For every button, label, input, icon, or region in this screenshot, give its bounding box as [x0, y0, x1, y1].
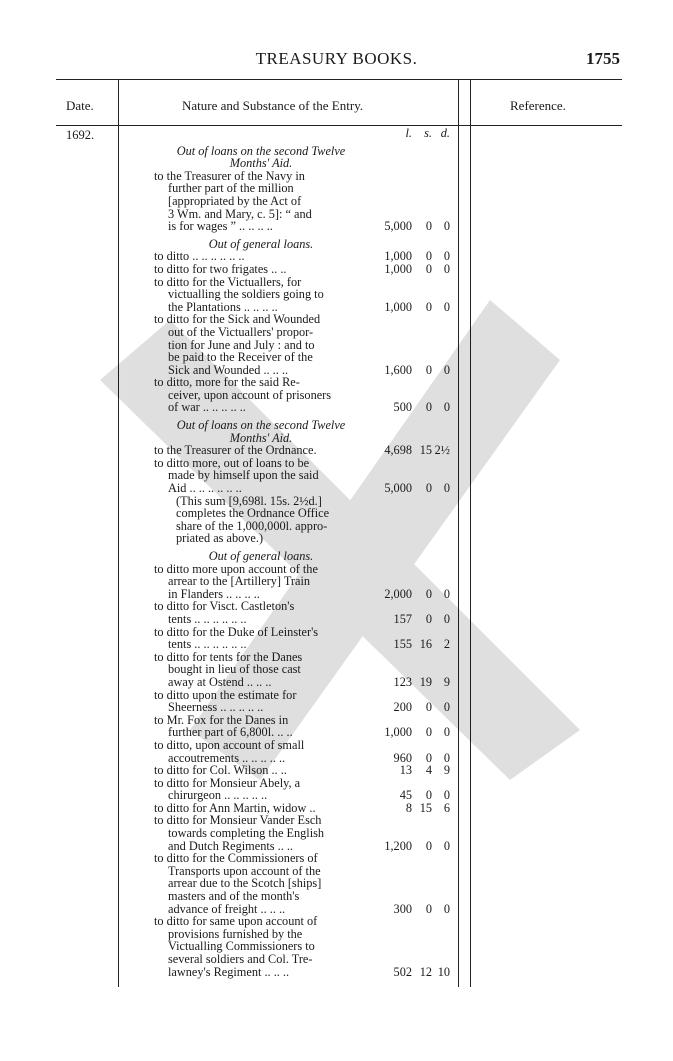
ledger-entry [150, 777, 450, 802]
amount-pounds: 45 [399, 788, 412, 803]
ledger-entry [150, 170, 450, 233]
amount-shillings: 0 [425, 481, 432, 496]
amount-pounds: 2,000 [384, 586, 412, 601]
header-bottom-rule [56, 125, 622, 126]
amount-pounds: 1,000 [384, 261, 412, 276]
amount-pence: 0 [443, 838, 450, 853]
amount-pounds: 4,698 [384, 443, 412, 458]
entry-amount [352, 764, 450, 777]
date-column-divider [118, 80, 119, 987]
amount-pence: 0 [443, 586, 450, 601]
amount-shillings: 0 [425, 586, 432, 601]
ledger-entry [150, 651, 450, 689]
entry-amount [352, 726, 450, 739]
entry-amount [352, 966, 450, 979]
amount-shillings: 0 [425, 261, 432, 276]
amount-shillings: 0 [425, 838, 432, 853]
amount-shillings: 4 [425, 763, 432, 778]
reference-column-inner-divider [470, 80, 471, 987]
entry-amount [352, 401, 450, 414]
entry-text-line: Victualling Commissioners to [168, 939, 315, 954]
entry-text-line: accoutrements .. .. .. .. .. [168, 750, 286, 765]
amount-pence: 0 [443, 400, 450, 415]
amount-pounds: 1,600 [384, 362, 412, 377]
entry-text-line: Out of general loans. [208, 549, 314, 563]
amount-pounds: 123 [393, 674, 412, 689]
amount-shillings: 15 [419, 443, 432, 458]
entry-text-line: bought in lieu of those cast [168, 662, 301, 677]
entry-text-line: tion for June and July : and to [168, 337, 315, 352]
entry-amount [352, 676, 450, 689]
ledger-entry [150, 626, 450, 651]
ledger-entry [150, 714, 450, 739]
entry-text-line: share of the 1,000,000l. appro- [176, 518, 328, 533]
amount-pence: 0 [443, 219, 450, 234]
entry-text-line: to ditto more upon account of the [154, 561, 318, 576]
ledger-entry [150, 600, 450, 625]
amount-shillings: 12 [419, 964, 432, 979]
entry-amount [352, 613, 450, 626]
entry-text-line: out of the Victuallers' propor- [168, 324, 314, 339]
entry-text-line: chirurgeon .. .. .. .. .. [168, 788, 268, 803]
amount-pounds: 157 [393, 611, 412, 626]
entry-amount [352, 301, 450, 314]
entry-text-line: to ditto for the Victuallers, for [154, 274, 302, 289]
amount-pounds: 5,000 [384, 481, 412, 496]
amount-shillings: 0 [425, 400, 432, 415]
amount-shillings: 0 [425, 725, 432, 740]
entry-text-line: in Flanders .. .. .. .. [168, 586, 260, 601]
entry-text-line: to ditto for tents for the Danes [154, 649, 303, 664]
entry-text-line: further part of the million [168, 181, 294, 196]
amount-pence: 9 [443, 674, 450, 689]
entry-text-line: Sheerness .. .. .. .. .. [168, 700, 264, 715]
entry-amount [352, 701, 450, 714]
amount-pence: 0 [443, 261, 450, 276]
entry-text-line: to ditto for two frigates .. .. [154, 261, 287, 276]
amount-pence: 9 [443, 763, 450, 778]
ledger-entry [150, 764, 450, 777]
amount-pounds: 502 [393, 964, 412, 979]
pounds-label: l. [405, 126, 412, 140]
amount-pence: 2½ [434, 443, 450, 458]
amount-pence: 0 [443, 901, 450, 916]
entry-text-line: to ditto for Col. Wilson .. .. [154, 763, 287, 778]
entry-amount [352, 220, 450, 233]
amount-pence: 10 [437, 964, 450, 979]
entry-text-line: to ditto .. .. .. .. .. .. [154, 249, 245, 264]
amount-shillings: 0 [425, 700, 432, 715]
entry-text-line: Out of loans on the second Twelve [176, 418, 346, 433]
entry-text-line: lawney's Regiment .. .. .. [168, 964, 290, 979]
ledger-entry [150, 444, 450, 457]
ledger-entry [150, 563, 450, 601]
entry-text-line: tents .. .. .. .. .. .. [168, 637, 247, 652]
entry-text-line: victualling the soldiers going to [168, 287, 324, 302]
ledger-entry [150, 915, 450, 978]
amount-shillings: 0 [425, 901, 432, 916]
entry-amount [352, 263, 450, 276]
amount-shillings: 15 [419, 800, 432, 815]
ledger-entry [150, 814, 450, 852]
amount-pounds: 5,000 [384, 219, 412, 234]
entry-amount [352, 789, 450, 802]
amount-pence: 0 [443, 362, 450, 377]
entry-amount [352, 840, 450, 853]
pence-label: d. [440, 126, 450, 140]
page-number: 1755 [586, 49, 620, 68]
entry-text-line: towards completing the English [168, 826, 325, 841]
entry-text-line: to ditto for the Sick and Wounded [154, 312, 321, 327]
entry-text-line: arrear due to the Scotch [ships] [168, 876, 322, 891]
entry-text-line: away at Ostend .. .. .. [168, 674, 272, 689]
amount-pence: 0 [443, 750, 450, 765]
ledger-entry [150, 739, 450, 764]
amount-pounds: 300 [393, 901, 412, 916]
amount-pence: 0 [443, 249, 450, 264]
entry-text-line: to ditto, more for the said Re- [154, 375, 300, 390]
section-heading [150, 145, 450, 170]
entry-text-line: completes the Ordnance Office [176, 506, 330, 521]
amount-pence: 0 [443, 725, 450, 740]
entry-text-line: to ditto for the Commissioners of [154, 851, 318, 866]
amount-pounds: 500 [393, 400, 412, 415]
entry-amount [352, 802, 450, 815]
entry-text-line: 3 Wm. and Mary, c. 5]: “ and [168, 206, 312, 221]
amount-pounds: 155 [393, 637, 412, 652]
entry-amount [352, 364, 450, 377]
entry-amount [352, 482, 450, 495]
amount-pence: 6 [443, 800, 450, 815]
entry-text-line: Transports upon account of the [168, 863, 321, 878]
ledger-entry [150, 852, 450, 915]
amount-pounds: 1,000 [384, 725, 412, 740]
amount-pounds: 960 [393, 750, 412, 765]
entry-text-line: to the Treasurer of the Ordnance. [154, 443, 317, 458]
amount-pounds: 13 [399, 763, 412, 778]
column-header-nature: Nature and Substance of the Entry. [182, 98, 364, 113]
entry-amount [352, 638, 450, 651]
amount-shillings: 0 [425, 362, 432, 377]
entry-text-line: to ditto, upon account of small [154, 737, 305, 752]
amount-pence: 2 [443, 637, 450, 652]
ledger-entry [150, 313, 450, 376]
column-header-date: Date. [66, 98, 94, 113]
amount-pounds: 8 [405, 800, 412, 815]
section-heading [150, 550, 450, 563]
amount-shillings: 0 [425, 219, 432, 234]
entry-text-line: to ditto for same upon account of [154, 914, 318, 929]
entry-text-line: ceiver, upon account of prisoners [168, 387, 332, 402]
entry-text-line: Months' Aid. [229, 430, 293, 445]
entry-list [150, 140, 450, 979]
entry-text-line: further part of 6,800l. .. .. [168, 725, 293, 740]
header-top-rule [56, 79, 622, 80]
entry-text-line: masters and of the month's [168, 889, 300, 904]
amount-pounds: 200 [393, 700, 412, 715]
entry-amount [352, 444, 450, 457]
amount-shillings: 0 [425, 299, 432, 314]
entry-text-line: to the Treasurer of the Navy in [154, 168, 305, 183]
entry-text-line: tents .. .. .. .. .. .. [168, 611, 247, 626]
entry-text-line: to ditto for the Duke of Leinster's [154, 624, 319, 639]
entry-text-line: to ditto for Monsieur Vander Esch [154, 813, 322, 828]
entry-text-line: Months' Aid. [229, 156, 293, 171]
entry-text-line: to ditto for Monsieur Abely, a [154, 775, 301, 790]
entry-text-line: and Dutch Regiments .. .. [168, 838, 293, 853]
reference-column-divider [458, 80, 459, 987]
amount-pence: 0 [443, 788, 450, 803]
shillings-label: s. [424, 126, 432, 140]
amount-pounds: 1,000 [384, 299, 412, 314]
entry-text-line: [appropriated by the Act of [168, 193, 302, 208]
amount-shillings: 16 [419, 637, 432, 652]
amount-pence: 0 [443, 700, 450, 715]
entry-text-line: provisions furnished by the [168, 926, 303, 941]
entry-text-line: the Plantations .. .. .. .. [168, 299, 278, 314]
amount-pounds: 1,000 [384, 249, 412, 264]
entry-text-line: to ditto upon the estimate for [154, 687, 297, 702]
ledger-entry [150, 689, 450, 714]
entry-year: 1692. [66, 128, 95, 142]
currency-header [150, 127, 450, 140]
amount-shillings: 0 [425, 611, 432, 626]
entry-text-line: of war .. .. .. .. .. [168, 400, 246, 415]
amount-pounds: 1,200 [384, 838, 412, 853]
entry-text-line: made by himself upon the said [168, 468, 319, 483]
amount-pence: 0 [443, 481, 450, 496]
entry-amount [352, 903, 450, 916]
entry-text-line: Aid .. .. .. .. .. .. [168, 481, 242, 496]
entry-text-line: several soldiers and Col. Tre- [168, 952, 313, 966]
column-header-reference: Reference. [510, 98, 566, 113]
entry-note [150, 495, 450, 545]
ledger-entry [150, 276, 450, 314]
entry-text-line: to ditto more, out of loans to be [154, 455, 310, 470]
entry-amount [352, 588, 450, 601]
entry-text-line: be paid to the Receiver of the [168, 350, 313, 365]
amount-pence: 0 [443, 611, 450, 626]
amount-shillings: 0 [425, 249, 432, 264]
amount-pence: 0 [443, 299, 450, 314]
entry-text-line: advance of freight .. .. .. [168, 901, 286, 916]
ledger-entry [150, 376, 450, 414]
entry-text-line: is for wages ” .. .. .. .. [168, 219, 273, 234]
entries-body [150, 127, 450, 978]
entry-text-line: to ditto for Ann Martin, widow .. [154, 800, 316, 815]
amount-shillings: 0 [425, 750, 432, 765]
entry-text-line: Out of general loans. [208, 236, 314, 251]
entry-text-line: Out of loans on the second Twelve [176, 143, 346, 158]
entry-text-line: Sick and Wounded .. .. .. [168, 362, 289, 377]
entry-text-line: priated as above.) [176, 531, 264, 546]
amount-shillings: 0 [425, 788, 432, 803]
section-heading [150, 419, 450, 444]
entry-text-line: to ditto for Visct. Castleton's [154, 599, 295, 614]
entry-text-line: arrear to the [Artillery] Train [168, 574, 311, 589]
entry-text-line: to Mr. Fox for the Danes in [154, 712, 289, 727]
ledger-entry [150, 457, 450, 495]
ledger-entry [150, 263, 450, 276]
entry-text-line: (This sum [9,698l. 15s. 2½d.] [176, 493, 322, 508]
amount-shillings: 19 [419, 674, 432, 689]
running-head-title: TREASURY BOOKS. [255, 49, 418, 68]
